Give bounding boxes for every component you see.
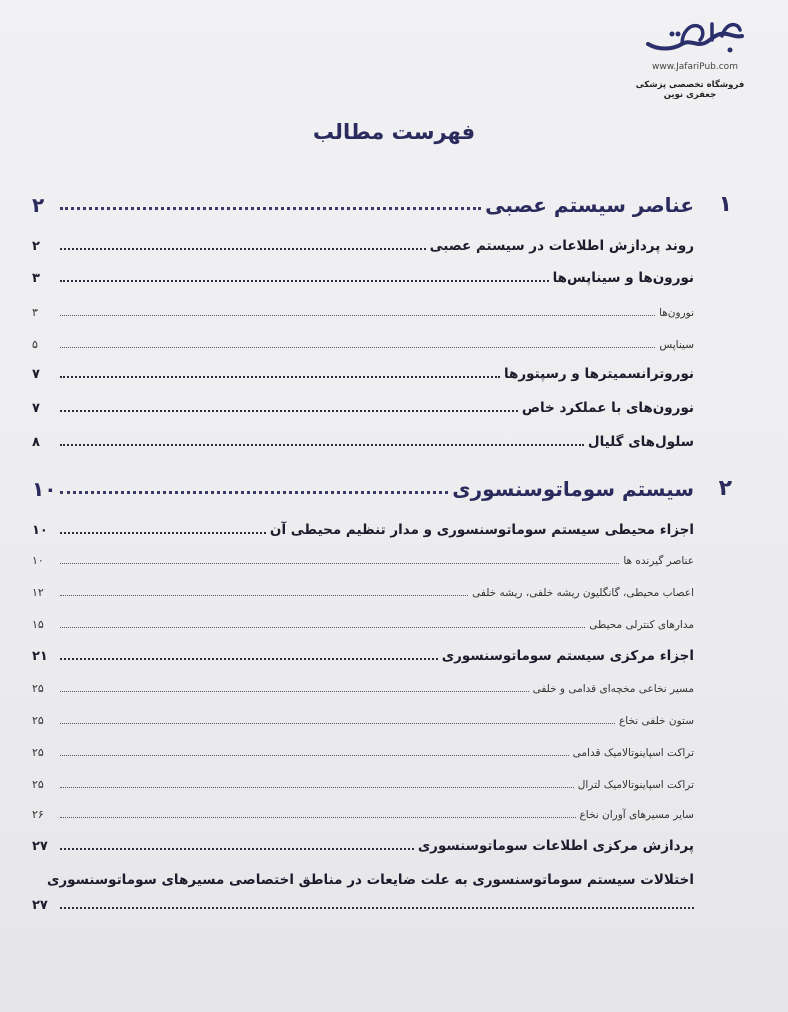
toc-entry (32, 838, 732, 854)
toc-entry (32, 586, 732, 599)
chapter-1-page: ۲ (32, 193, 45, 217)
toc-entry-text: مسیر نخاعی مخچه‌ای قدامی و خلفی (532, 683, 694, 695)
toc-entry-page: ۲۵ (32, 778, 44, 791)
toc-entry (32, 238, 732, 254)
toc-entry-page: ۱۵ (32, 618, 44, 631)
toc-entry (32, 400, 732, 416)
leader-dots (60, 627, 585, 628)
toc-entry-page: ۲۱ (32, 649, 48, 664)
leader-dots (60, 658, 438, 660)
toc-entry (32, 270, 732, 286)
leader-dots (60, 376, 500, 378)
leader-dots (60, 315, 655, 316)
toc-entry-text: اجزاء مرکزی سیستم سوماتوسنسوری (441, 648, 694, 664)
toc-entry-text: روند پردازش اطلاعات در سیستم عصبی (429, 238, 694, 254)
chapter-1-number: ۱ (718, 192, 732, 217)
leader-dots (60, 444, 584, 446)
toc-entry (32, 778, 732, 791)
toc-entry (32, 808, 732, 821)
page-title: فهرست مطالب (312, 120, 476, 144)
toc-entry (32, 522, 732, 538)
publisher-logo (642, 14, 752, 62)
toc-entry-text: تراکت اسپاینوتالامیک لترال (577, 779, 694, 791)
leader-dots (60, 207, 481, 210)
toc-entry-page: ۳ (32, 271, 40, 286)
leader-dots (60, 907, 694, 909)
publisher-website: www.JafariPub.com (652, 62, 738, 72)
toc-entry-page: ۲۵ (32, 682, 44, 695)
toc-entry (32, 554, 732, 567)
leader-dots (60, 491, 448, 494)
toc-entry-text: مدارهای کنترلی محیطی (589, 619, 694, 631)
toc-entry-text: اجزاء محیطی سیستم سوماتوسنسوری و مدار تنظیم محیطی آن (269, 522, 694, 538)
toc-entry-text: نورون‌های با عملکرد خاص (521, 400, 694, 416)
toc-entry-page: ۷ (32, 367, 40, 382)
toc-entry-page: ۳ (32, 306, 38, 319)
toc-entry-page: ۱۲ (32, 586, 44, 599)
toc-entry-page: ۲ (32, 239, 40, 254)
toc-entry-text: اعصاب محیطی، گانگلیون ریشه خلفی، ریشه خلفی (472, 587, 694, 599)
toc-entry (32, 366, 732, 382)
toc-entry (32, 338, 732, 351)
leader-dots (60, 410, 518, 412)
toc-entry-text: عناصر گیرنده ها (623, 555, 694, 567)
toc-entry (32, 618, 732, 631)
toc-entry (32, 682, 732, 695)
chapter-1-title: عناصر سیستم عصبی (485, 193, 694, 217)
toc-entry (32, 648, 732, 664)
toc-entry-wrapped (32, 872, 694, 913)
toc-entry-page: ۲۵ (32, 714, 44, 727)
toc-entry-text: نوروترانسمیترها و رسپتورها (503, 366, 694, 382)
leader-dots (60, 817, 576, 818)
leader-dots (60, 691, 529, 692)
toc-entry-page: ۱۰ (32, 554, 44, 567)
publisher-shop-name: فروشگاه تخصصی پزشکی جعفری نوین (635, 80, 745, 100)
leader-dots (60, 595, 468, 596)
chapter-2-row (32, 476, 732, 501)
toc-entry-page: ۲۷ (32, 839, 48, 854)
leader-dots (60, 248, 426, 250)
leader-dots (60, 532, 266, 534)
publisher-logo-icon (642, 14, 752, 62)
leader-dots (60, 755, 569, 756)
toc-entry-text: نورون‌ها (659, 307, 694, 319)
toc-entry-leader-line (32, 898, 694, 913)
toc-entry-text: تراکت اسپاینوتالامیک قدامی (572, 747, 694, 759)
toc-entry (32, 306, 732, 319)
toc-entry-text: سایر مسیرهای آوران نخاع (579, 809, 694, 821)
toc-entry-page: ۲۷ (32, 898, 48, 913)
leader-dots (60, 787, 574, 788)
leader-dots (60, 347, 655, 348)
toc-entry-text: پردازش مرکزی اطلاعات سوماتوسنسوری (417, 838, 694, 854)
leader-dots (60, 848, 414, 850)
toc-entry-text: سیناپس (659, 339, 694, 351)
toc-entry-page: ۱۰ (32, 523, 48, 538)
leader-dots (60, 280, 549, 282)
chapter-2-number: ۲ (718, 476, 732, 501)
toc-entry (32, 434, 732, 450)
toc-entry-text: سلول‌های گلیال (587, 434, 694, 450)
chapter-1-row (32, 192, 732, 217)
leader-dots (60, 723, 615, 724)
toc-entry-page: ۸ (32, 435, 40, 450)
toc-entry (32, 714, 732, 727)
toc-entry (32, 746, 732, 759)
toc-entry-text: نورون‌ها و سیناپس‌ها (552, 270, 694, 286)
toc-entry-page: ۷ (32, 401, 40, 416)
toc-entry-page: ۵ (32, 338, 38, 351)
leader-dots (60, 563, 619, 564)
toc-entry-text: اختلالات سیستم سوماتوسنسوری به علت ضایعات در مناطق اختصاصی مسیرهای سوماتوسنسوری (46, 872, 694, 888)
toc-entry-text: ستون خلفی نخاع (619, 715, 694, 727)
toc-entry-page: ۲۵ (32, 746, 44, 759)
toc-entry-page: ۲۶ (32, 808, 44, 821)
chapter-2-title: سیستم سوماتوسنسوری (452, 477, 694, 501)
chapter-2-page: ۱۰ (32, 477, 57, 501)
